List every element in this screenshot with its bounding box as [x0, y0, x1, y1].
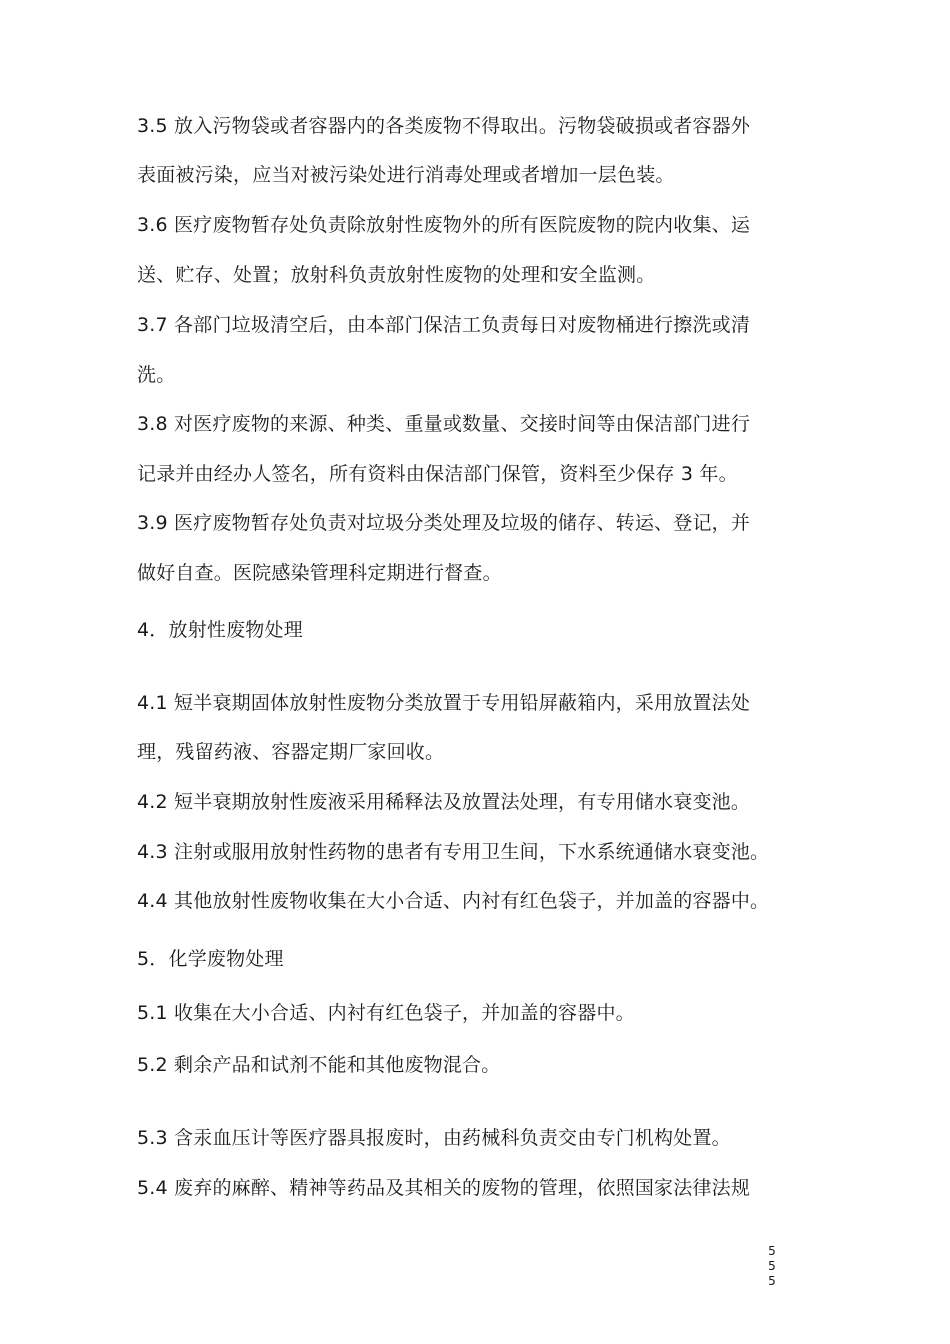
section-heading: 4．放射性废物处理: [137, 619, 303, 641]
text-line: 5.1 收集在大小合适、内衬有红色袋子，并加盖的容器中。: [137, 1002, 635, 1024]
text-line: 送、贮存、处置；放射科负责放射性废物的处理和安全监测。: [137, 264, 656, 286]
text-line: 4.2 短半衰期放射性废液采用稀释法及放置法处理，有专用储水衰变池。: [137, 791, 751, 813]
text-line: 3.5 放入污物袋或者容器内的各类废物不得取出。污物袋破损或者容器外: [137, 115, 751, 137]
text-line: 3.7 各部门垃圾清空后，由本部门保洁工负责每日对废物桶进行擦洗或清: [137, 314, 751, 336]
text-line: 5.2 剩余产品和试剂不能和其他废物混合。: [137, 1054, 501, 1076]
text-line: 记录并由经办人签名，所有资料由保洁部门保管，资料至少保存 3 年。: [137, 463, 738, 485]
page-number-digit: 5: [768, 1244, 776, 1258]
text-line: 4.4 其他放射性废物收集在大小合适、内衬有红色袋子，并加盖的容器中。: [137, 890, 770, 912]
text-line: 3.9 医疗废物暂存处负责对垃圾分类处理及垃圾的储存、转运、登记，并: [137, 512, 751, 534]
page-number: [766, 1244, 778, 1289]
text-line: 做好自查。医院感染管理科定期进行督查。: [137, 562, 502, 584]
text-line: 3.6 医疗废物暂存处负责除放射性废物外的所有医院废物的院内收集、运: [137, 214, 751, 236]
text-line: 4.3 注射或服用放射性药物的患者有专用卫生间，下水系统通储水衰变池。: [137, 841, 770, 863]
text-line: 表面被污染，应当对被污染处进行消毒处理或者增加一层色装。: [137, 164, 675, 186]
text-line: 4.1 短半衰期固体放射性废物分类放置于专用铅屏蔽箱内，采用放置法处: [137, 692, 751, 714]
text-line: 5.3 含汞血压计等医疗器具报废时，由药械科负责交由专门机构处置。: [137, 1127, 731, 1149]
page-number-digit: 5: [768, 1274, 776, 1288]
page-number-digit: 5: [768, 1259, 776, 1273]
text-line: 理，残留药液、容器定期厂家回收。: [137, 741, 445, 763]
section-heading: 5．化学废物处理: [137, 948, 284, 970]
text-line: 洗。: [137, 364, 176, 386]
text-line: 3.8 对医疗废物的来源、种类、重量或数量、交接时间等由保洁部门进行: [137, 413, 751, 435]
text-line: 5.4 废弃的麻醉、精神等药品及其相关的废物的管理，依照国家法律法规: [137, 1177, 751, 1199]
